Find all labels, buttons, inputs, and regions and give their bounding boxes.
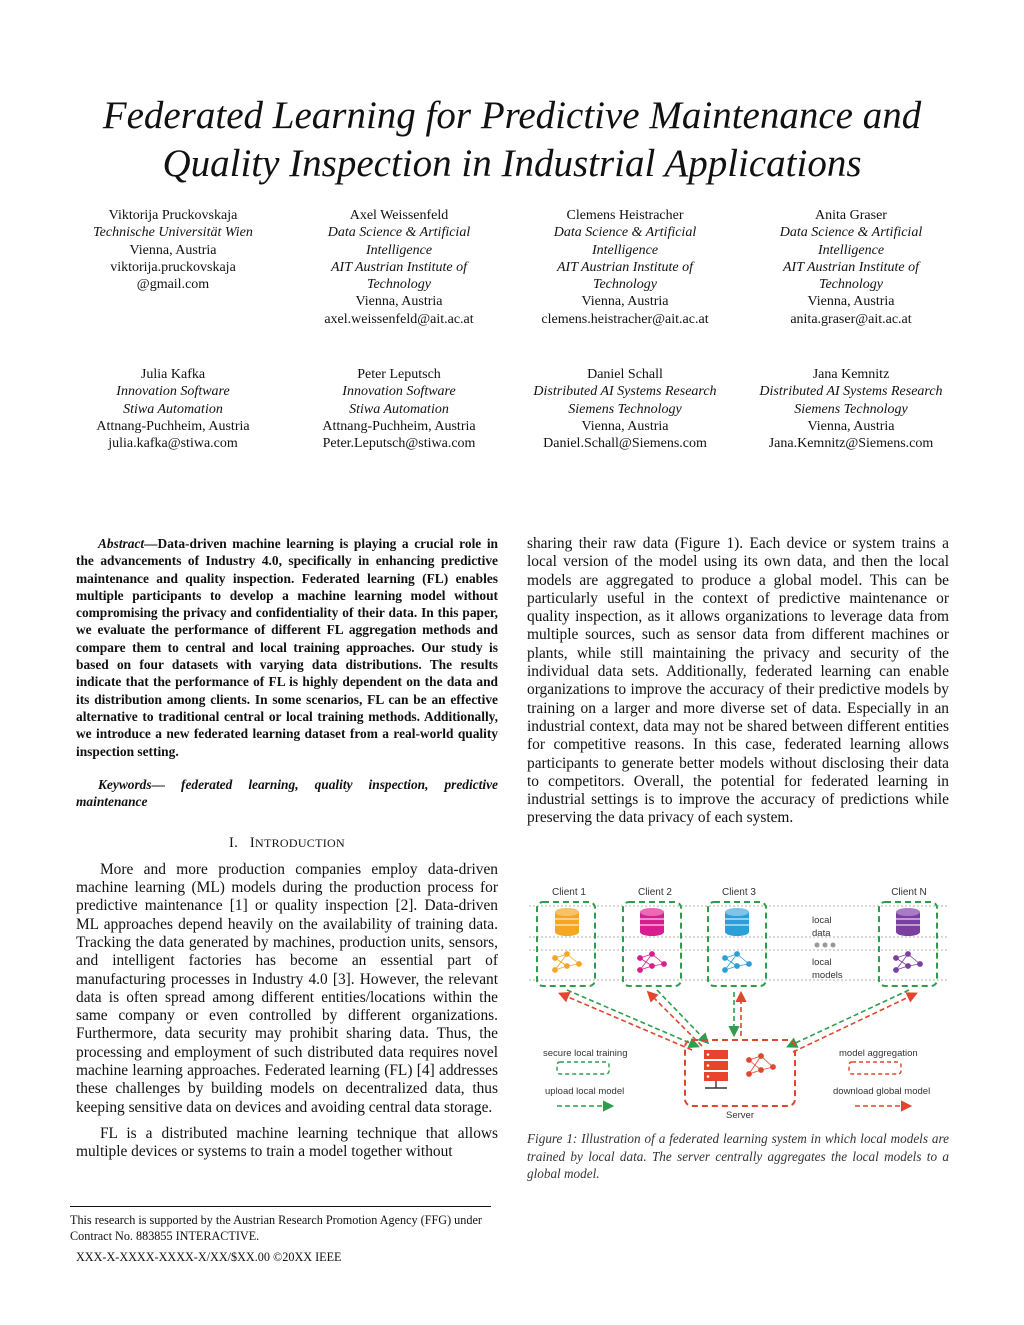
client-label: Client N — [891, 887, 927, 898]
neural-network-icon — [723, 952, 752, 973]
author-affiliation: Data Science & Artificial — [553, 225, 697, 241]
author-location: Attnang-Puchheim, Austria — [322, 418, 476, 434]
legend-secure-swatch — [557, 1062, 609, 1074]
neural-network-icon — [638, 952, 667, 973]
author-affiliation: Distributed AI Systems Research — [759, 384, 943, 400]
client-label: Client 1 — [552, 887, 586, 898]
local-models-label: local — [812, 957, 832, 968]
server-label: Server — [726, 1110, 754, 1121]
author-location: Vienna, Austria — [807, 418, 895, 434]
left-column — [76, 535, 498, 1162]
author-affiliation: Technology — [592, 277, 658, 293]
author-affiliation: Innovation Software — [342, 384, 456, 400]
author-name: Axel Weissenfeld — [349, 208, 449, 223]
neural-network-icon — [553, 952, 582, 973]
author-email: clemens.heistracher@ait.ac.at — [541, 311, 709, 327]
author-block — [60, 366, 286, 452]
author-affiliation: Data Science & Artificial — [327, 225, 471, 241]
author-email: @gmail.com — [136, 277, 210, 293]
local-data-label: data — [812, 928, 831, 939]
author-affiliation: AIT Austrian Institute of — [331, 259, 467, 275]
local-models-label: models — [812, 970, 843, 981]
author-email: Peter.Leputsch@stiwa.com — [322, 436, 476, 452]
author-affiliation: Intelligence — [817, 242, 885, 258]
author-name: Clemens Heistracher — [566, 208, 684, 223]
author-block — [60, 207, 286, 328]
author-affiliation: AIT Austrian Institute of — [783, 259, 919, 275]
flow-arrows — [561, 990, 915, 1052]
author-affiliation: Stiwa Automation — [123, 401, 223, 417]
footnote-divider — [70, 1206, 491, 1207]
intro-paragraph-1: More and more production companies employ data-driven machine learning (ML) models during the production process for predictive maintenance [1] or quality inspection [2]. Data-driven ML approaches depend heavily on the availability of training data. Tracking the data generated by machines, production units, sensors, and intelligent factories has become an essential part of manufacturing processes in Industry 4.0 [3]. However, the relevant data is often spread among different entities/locations within the same company or even controlled by different organizations. Furthermore, data security may prohibit sharing data. Thus, the processing and employment of such distributed data requires novel machine learning approaches. Federated learning (FL) [4] addresses these challenges by building models on decentralized data, thus keeping sensitive data on devices and avoiding central data storage. — [76, 860, 498, 1116]
author-email: viktorija.pruckovskaja — [110, 259, 236, 275]
author-block — [286, 366, 512, 452]
footnote: This research is supported by the Austrian Research Promotion Agency (FFG) under Contract No. 883855 INTERACTIVE. — [70, 1213, 482, 1243]
author-affiliation: Data Science & Artificial — [779, 225, 923, 241]
author-email: axel.weissenfeld@ait.ac.at — [324, 311, 474, 327]
author-email: Daniel.Schall@Siemens.com — [543, 436, 707, 452]
author-email: julia.kafka@stiwa.com — [108, 436, 238, 452]
author-block — [286, 207, 512, 328]
right-column — [527, 535, 949, 828]
author-affiliation: Innovation Software — [116, 384, 230, 400]
title-line-1: Federated Learning for Predictive Maintenance and — [102, 94, 922, 137]
server-icon — [704, 1050, 728, 1088]
author-affiliation: Technology — [818, 277, 884, 293]
legend-model-aggregation: model aggregation — [839, 1048, 918, 1059]
database-icon — [725, 908, 749, 936]
author-location: Vienna, Austria — [581, 418, 669, 434]
paper-title — [40, 92, 984, 188]
database-icon — [640, 908, 664, 936]
server-box — [685, 1040, 795, 1106]
client-label: Client 3 — [722, 887, 756, 898]
author-name: Julia Kafka — [140, 367, 206, 382]
copyright-line: XXX-X-XXXX-XXXX-X/XX/$XX.00 ©20XX IEEE — [76, 1250, 342, 1264]
author-affiliation: Siemens Technology — [568, 401, 682, 417]
neural-network-icon — [747, 1054, 776, 1077]
neural-network-icon — [894, 952, 923, 973]
author-block — [738, 207, 964, 328]
author-location: Vienna, Austria — [129, 242, 217, 258]
figure-caption: Figure 1: Illustration of a federated learning system in which local models are trained by local data. The server centrally aggregates the local models to a global model. — [527, 1131, 949, 1182]
author-location: Vienna, Austria — [807, 294, 895, 310]
keywords-text: federated learning, quality inspection, predictive maintenance — [76, 776, 498, 810]
local-data-label: local — [812, 915, 832, 926]
database-icon — [555, 908, 579, 936]
author-affiliation: AIT Austrian Institute of — [557, 259, 693, 275]
legend-aggregation-swatch — [849, 1062, 901, 1074]
abstract-label: Abstract— — [98, 536, 158, 551]
author-block — [738, 366, 964, 452]
author-name: Anita Graser — [815, 208, 887, 223]
legend-upload-model: upload local model — [545, 1086, 625, 1097]
author-affiliation: Intelligence — [591, 242, 659, 258]
section-heading — [76, 834, 498, 852]
author-email: anita.graser@ait.ac.at — [790, 311, 912, 327]
ellipsis-dots — [815, 943, 836, 948]
section-title-rest: NTRODUCTION — [255, 836, 345, 851]
title-line-2: Quality Inspection in Industrial Applications — [162, 142, 862, 185]
client-label: Client 2 — [638, 887, 672, 898]
keywords-label: Keywords— — [98, 776, 165, 792]
author-row-1 — [60, 207, 964, 328]
author-name: Peter Leputsch — [357, 367, 441, 382]
author-affiliation: Siemens Technology — [794, 401, 908, 417]
author-block — [512, 207, 738, 328]
author-affiliation: Stiwa Automation — [349, 401, 449, 417]
author-location: Attnang-Puchheim, Austria — [96, 418, 250, 434]
author-affiliation: Technology — [366, 277, 432, 293]
database-icon — [896, 908, 920, 936]
author-location: Vienna, Austria — [581, 294, 669, 310]
author-affiliation: Intelligence — [365, 242, 433, 258]
legend-download-model: download global model — [833, 1086, 931, 1097]
abstract-text: Data-driven machine learning is playing a crucial role in the advancements of Industry 4.0, specifically in enhancing predictive maintenance and quality inspection. Federated learning (FL) enables multiple participants to develop a machine learning model without compromising the privacy and confidentiality of their data. In this paper, we evaluate the performance of different FL aggregation methods and compare them to central and local training approaches. Our study is based on four datasets with varying data distributions. The results indicate that the performance of FL is highly dependent on the data and its distribution among clients. In some scenarios, FL can be an effective alternative to traditional central or local training methods. Additionally, we introduce a new federated learning dataset from a real-world quality inspection setting. — [76, 536, 498, 759]
author-affiliation: Technische Universität Wien — [93, 225, 253, 241]
author-location: Vienna, Austria — [355, 294, 443, 310]
author-affiliation: Distributed AI Systems Research — [533, 384, 717, 400]
right-paragraph-1: sharing their raw data (Figure 1). Each device or system trains a local version of the model using its own data, and then the local models are aggregated to produce a global model. This can be particularly useful in the context of predictive maintenance or quality inspection, as it allows organizations to leverage data from multiple sources, such as sensor data from different machines or plants, while still maintaining the privacy and security of the individual data sets. Additionally, federated learning can enable organizations to improve the accuracy of their predictive models by training on a larger and more diverse set of data. Especially in an industrial context, data may not be shared between different entities for competitive reasons. In this case, federated learning allows participants to generate better models without disclosing their data to competitors. Overall, the potential for federated learning in industrial settings is to improve the accuracy of predictions while preserving the data privacy of each system. — [527, 535, 949, 827]
federated-learning-figure — [527, 880, 952, 1125]
author-name: Daniel Schall — [587, 367, 663, 382]
author-block — [512, 366, 738, 452]
author-row-2 — [60, 366, 964, 452]
intro-paragraph-2: FL is a distributed machine learning technique that allows multiple devices or systems to train a model together without — [76, 1124, 498, 1161]
section-number: I. — [229, 835, 239, 852]
author-name: Viktorija Pruckovskaja — [108, 208, 238, 223]
legend-secure-training: secure local training — [543, 1048, 628, 1059]
author-email: Jana.Kemnitz@Siemens.com — [768, 436, 934, 452]
section-first-letter: I — [249, 835, 255, 852]
abstract — [76, 535, 498, 760]
keywords — [76, 776, 498, 811]
author-name: Jana Kemnitz — [812, 367, 890, 382]
